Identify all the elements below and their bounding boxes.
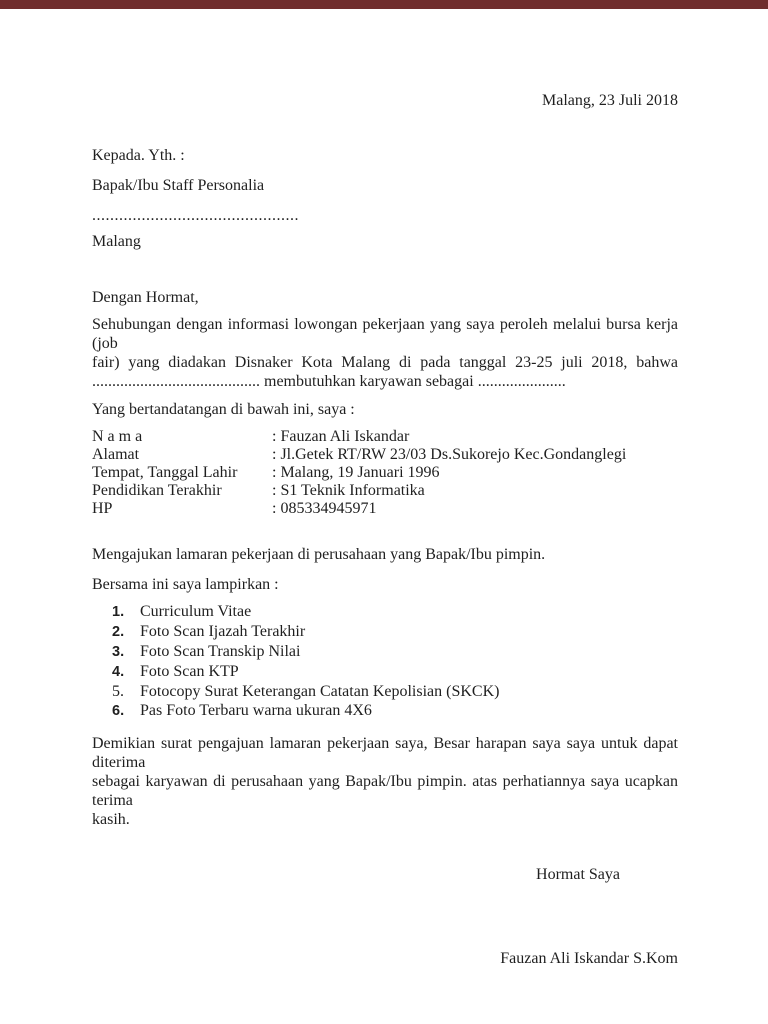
- list-item-text: Foto Scan Ijazah Terakhir: [140, 623, 306, 640]
- row-value: : Jl.Getek RT/RW 23/03 Ds.Sukorejo Kec.Gondanglegi: [272, 446, 627, 463]
- list-marker: 2.: [112, 624, 125, 640]
- recipient-name: Bapak/Ibu Staff Personalia: [92, 177, 265, 194]
- top-accent-bar: [0, 0, 768, 9]
- opening-paragraph: [92, 315, 678, 391]
- list-marker: 3.: [112, 644, 125, 660]
- personal-data-table: [92, 428, 678, 518]
- row-label: Alamat: [92, 446, 140, 463]
- signature-name: Fauzan Ali Iskandar S.Kom: [500, 950, 678, 967]
- table-row: [92, 482, 678, 500]
- list-item-text: Curriculum Vitae: [140, 603, 252, 620]
- attachments-intro: Bersama ini saya lampirkan :: [92, 576, 279, 593]
- apply-line: Mengajukan lamaran pekerjaan di perusahaan yang Bapak/Ibu pimpin.: [92, 546, 546, 563]
- list-marker: 6.: [112, 703, 125, 719]
- table-row: [92, 428, 678, 446]
- list-item: [112, 622, 678, 642]
- signoff: Hormat Saya: [536, 866, 620, 883]
- row-label: N a m a: [92, 428, 143, 445]
- closing-paragraph-line: Demikian surat pengajuan lamaran pekerjaan saya, Besar harapan saya saya untuk dapat diterima: [92, 735, 678, 771]
- closing-paragraph-line: sebagai karyawan di perusahaan yang Bapak/Ibu pimpin. atas perhatiannya saya ucapkan terima: [92, 773, 678, 809]
- row-value: : S1 Teknik Informatika: [272, 482, 425, 499]
- list-item: [112, 682, 678, 701]
- list-item-text: Foto Scan KTP: [140, 663, 239, 680]
- list-marker: 4.: [112, 664, 125, 680]
- salutation: Dengan Hormat,: [92, 289, 199, 306]
- list-marker: 5.: [112, 683, 124, 700]
- intro-line: Yang bertandatangan di bawah ini, saya :: [92, 401, 355, 418]
- opening-paragraph-line: .......................................... membutuhkan karyawan sebagai ......................: [92, 373, 566, 390]
- row-value: : 085334945971: [272, 500, 377, 517]
- opening-paragraph-line: fair) yang diadakan Disnaker Kota Malang di pada tanggal 23-25 juli 2018, bahwa: [92, 354, 678, 371]
- attachments-list: [92, 602, 678, 721]
- opening-paragraph-line: Sehubungan dengan informasi lowongan pekerjaan yang saya peroleh melalui bursa kerja (job: [92, 316, 678, 352]
- recipient-dotted-line: ..............................................: [92, 207, 299, 224]
- letter-document: [0, 91, 768, 968]
- list-item: [112, 642, 678, 662]
- closing-paragraph: [92, 734, 678, 829]
- table-row: [92, 446, 678, 464]
- row-value: : Fauzan Ali Iskandar: [272, 428, 410, 445]
- list-item-text: Fotocopy Surat Keterangan Catatan Kepolisian (SKCK): [140, 683, 500, 700]
- closing-paragraph-line: kasih.: [92, 811, 130, 828]
- list-item: [112, 662, 678, 682]
- list-item: [112, 602, 678, 622]
- row-label: HP: [92, 500, 113, 517]
- row-label: Tempat, Tanggal Lahir: [92, 464, 238, 481]
- list-item: [112, 701, 678, 721]
- recipient-city: Malang: [92, 233, 141, 250]
- table-row: [92, 500, 678, 518]
- list-item-text: Foto Scan Transkip Nilai: [140, 643, 301, 660]
- row-value: : Malang, 19 Januari 1996: [272, 464, 440, 481]
- recipient-block: [92, 146, 678, 251]
- row-label: Pendidikan Terakhir: [92, 482, 222, 499]
- table-row: [92, 464, 678, 482]
- date-line: Malang, 23 Juli 2018: [542, 92, 678, 109]
- list-item-text: Pas Foto Terbaru warna ukuran 4X6: [140, 702, 372, 719]
- list-marker: 1.: [112, 604, 125, 620]
- recipient-salutation: Kepada. Yth. :: [92, 147, 185, 164]
